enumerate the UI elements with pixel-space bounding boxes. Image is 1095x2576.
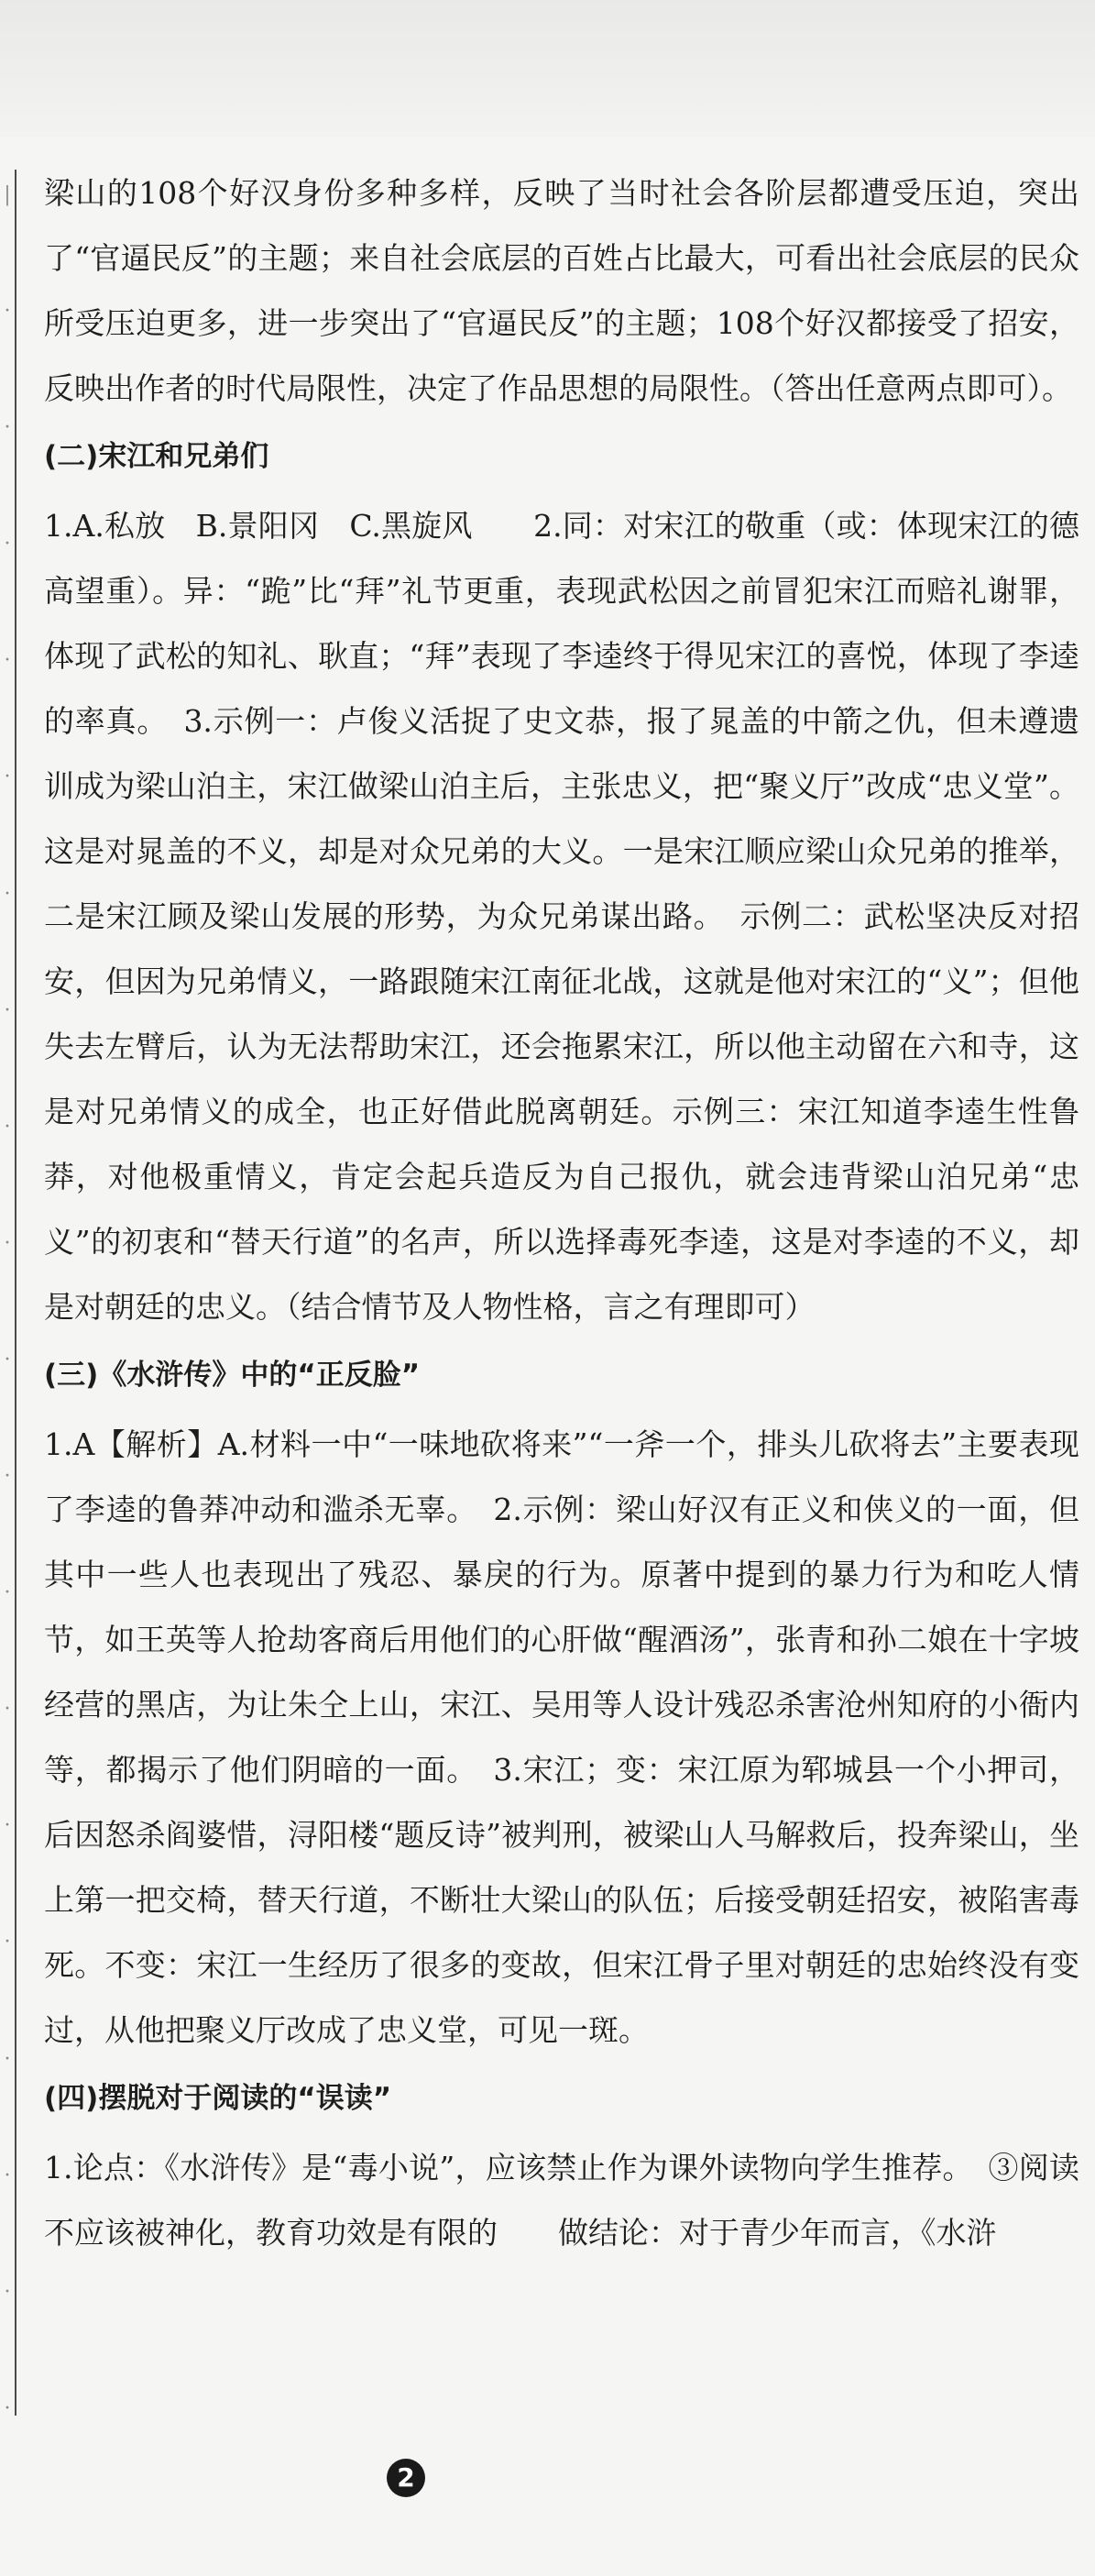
margin-glyph: · <box>4 649 11 673</box>
margin-glyph: · <box>4 1931 11 1954</box>
margin-glyph: · <box>4 533 11 556</box>
margin-glyph: · <box>4 882 11 906</box>
margin-glyph: · <box>4 765 11 789</box>
margin-glyph: · <box>4 300 11 324</box>
margin-glyph: | <box>4 183 11 206</box>
section-3-paragraph: 1.A【解析】A.材料一中“一味地砍将来”“一斧一个，排头儿砍将去”主要表现了李逵的鲁莽冲动和滥杀无辜。 2.示例：梁山好汉有正义和侠义的一面，但其中一些人也表现出了残忍、暴戾的行为。原著中提到的暴力行为和吃人情节，如王英等人抢劫客商后用他们的心肝做“醒酒汤”，张青和孙二娘在十字坡经营的黑店，为让朱仝上山，宋江、吴用等人设计残忍杀害沧州知府的小衙内等，都揭示了他们阴暗的一面。 3.宋江；变：宋江原为郓城县一个小押司，后因怒杀阎婆惜，浔阳楼“题反诗”被判刑，被梁山人马解救后，投奔梁山，坐上第一把交椅，替天行道，不断壮大梁山的队伍；后接受朝廷招安，被陷害毒死。不变：宋江一生经历了很多的变故，但宋江骨子里对朝廷的忠始终没有变过，从他把聚义厅改成了忠义堂，可见一斑。 <box>44 1426 1079 2048</box>
section-4-paragraph: 1.论点：《水浒传》是“毒小说”，应该禁止作为课外读物向学生推荐。 ③阅读不应该被神化，教育功效是有限的 做结论：对于青少年而言，《水浒 <box>44 2150 1079 2251</box>
margin-glyph: · <box>4 2280 11 2304</box>
margin-glyph: · <box>4 1814 11 1838</box>
margin-rule <box>15 170 16 2416</box>
section-2-paragraph: 1.A.私放 B.景阳冈 C.黑旋风 2.同：对宋江的敬重（或：体现宋江的德高望重）。异：“跪”比“拜”礼节更重，表现武松因之前冒犯宋江而赔礼谢罪，体现了武松的知礼、耿直；“拜”表现了李逵终于得见宋江的喜悦，体现了李逵的率真。 3.示例一：卢俊义活捉了史文恭，报了晁盖的中箭之仇，但未遵遗训成为梁山泊主，宋江做梁山泊主后，主张忠义，把“聚义厅”改成“忠义堂”。这是对晁盖的不义，却是对众兄弟的大义。一是宋江顺应梁山众兄弟的推举，二是宋江顾及梁山发展的形势，为众兄弟谋出路。 示例二：武松坚决反对招安，但因为兄弟情义，一路跟随宋江南征北战，这就是他对宋江的“义”；但他失去左臂后，认为无法帮助宋江，还会拖累宋江，所以他主动留在六和寺，这是对兄弟情义的成全，也正好借此脱离朝廷。示例三：宋江知道李逵生性鲁莽，对他极重情义，肯定会起兵造反为自己报仇，就会违背梁山泊兄弟“忠义”的初衷和“替天行道”的名声，所以选择毒死李逵，这是对李逵的不义，却是对朝廷的忠义。（结合情节及人物性格，言之有理即可） <box>44 508 1079 1325</box>
answer-content <box>44 160 1079 2265</box>
margin-glyph: · <box>4 1698 11 1722</box>
margin-glyph: · <box>4 998 11 1022</box>
margin-glyph: · <box>4 1348 11 1371</box>
page-number-badge: 2 <box>387 2459 425 2497</box>
margin-glyph: · <box>4 416 11 440</box>
section-heading-3: (三)《水浒传》中的“正反脸” <box>44 1359 421 1392</box>
section-heading-2: (二)宋江和兄弟们 <box>44 440 269 473</box>
margin-glyph: · <box>4 1231 11 1255</box>
margin-glyph: · <box>4 2163 11 2187</box>
margin-glyph: · <box>4 2396 11 2420</box>
margin-glyphs <box>0 183 15 2420</box>
margin-glyph: · <box>4 1115 11 1139</box>
margin-glyph: · <box>4 1581 11 1605</box>
intro-paragraph: 梁山的108个好汉身份多种多样，反映了当时社会各阶层都遭受压迫，突出了“官逼民反”的主题；来自社会底层的百姓占比最大，可看出社会底层的民众所受压迫更多，进一步突出了“官逼民反”的主题；108个好汉都接受了招安，反映出作者的时代局限性，决定了作品思想的局限性。（答出任意两点即可）。 <box>44 175 1079 406</box>
margin-glyph: · <box>4 1465 11 1489</box>
margin-glyph: · <box>4 2047 11 2071</box>
page-top-shadow <box>0 0 1095 138</box>
section-heading-4: (四)摆脱对于阅读的“误读” <box>44 2082 392 2115</box>
